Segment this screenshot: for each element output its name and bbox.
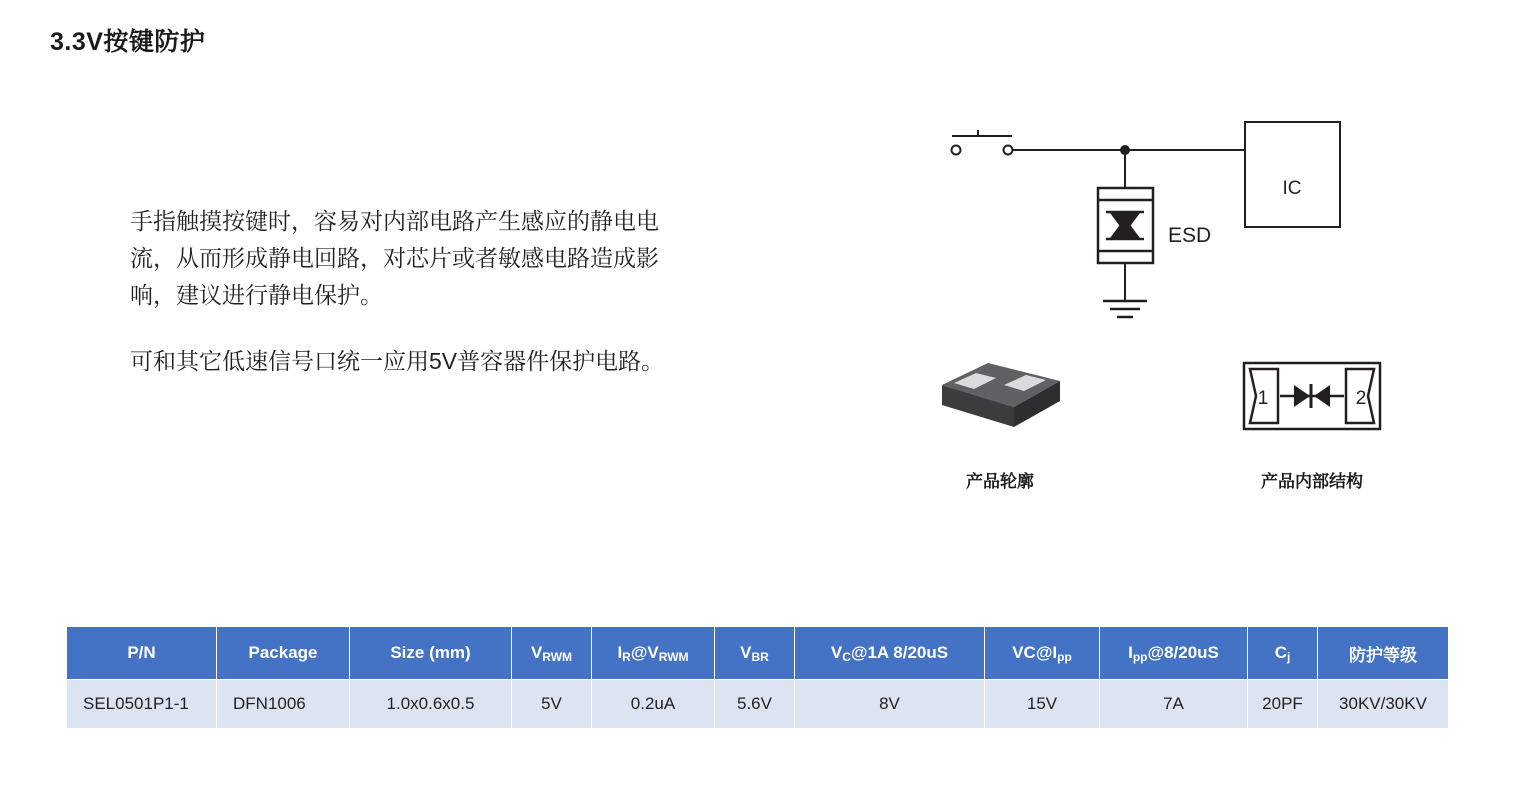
column-header-vc-ipp: $VC@I_{pp}$: [985, 627, 1100, 680]
column-header-package: Package: [217, 627, 350, 680]
column-header-pn: P/N: [67, 627, 217, 680]
column-header-esd-level: 防护等级: [1318, 627, 1449, 680]
column-header-vrwm: $V_{RWM}$: [512, 627, 592, 680]
column-header-cj: $C_j$: [1248, 627, 1318, 680]
cell-package: DFN1006: [217, 680, 350, 729]
esd-protection-schematic: [900, 100, 1440, 340]
spec-table: [66, 626, 1449, 729]
product-outline-block: [930, 355, 1070, 492]
ic-label: IC: [1282, 178, 1302, 199]
description-paragraph-2: 可和其它低速信号口统一应用5V普容器件保护电路。: [130, 348, 665, 374]
spec-table-container: [66, 626, 1427, 729]
cell-vrwm: 5V: [512, 680, 592, 729]
product-inner-caption: 产品内部结构: [1261, 472, 1363, 491]
column-header-ipp: $I_{pp}@8/20uS$: [1100, 627, 1248, 680]
ic-box: [1245, 122, 1340, 227]
description-block: [130, 203, 700, 380]
product-inner-image: [1232, 355, 1392, 440]
product-outline-image: [930, 355, 1070, 440]
cell-cj: 20PF: [1248, 680, 1318, 729]
esd-label: ESD: [1168, 224, 1212, 247]
table-row: [67, 680, 1449, 729]
column-header-vbr: $V_{BR}$: [715, 627, 795, 680]
column-header-size: Size (mm): [350, 627, 512, 680]
cell-size: 1.0x0.6x0.5: [350, 680, 512, 729]
description-paragraph-1: 手指触摸按键时，容易对内部电路产生感应的静电电流，从而形成静电回路，对芯片或者敏感电路造成影响，建议进行静电保护。: [130, 208, 659, 308]
cell-ipp: 7A: [1100, 680, 1248, 729]
switch-left-terminal: [952, 146, 961, 155]
product-inner-block: [1232, 355, 1392, 492]
cell-vc-1a: 8V: [795, 680, 985, 729]
switch-right-terminal: [1004, 146, 1013, 155]
column-header-ir-at-vrwm: $I_R@V_{RWM}$: [592, 627, 715, 680]
page-title: 3.3V按键防护: [50, 28, 206, 56]
pad-2-label: 2: [1355, 388, 1367, 409]
cell-ir: 0.2uA: [592, 680, 715, 729]
cell-vbr: 5.6V: [715, 680, 795, 729]
column-header-vc-1a: $V_C@1A$ 8/20uS: [795, 627, 985, 680]
table-header-row: [67, 627, 1449, 680]
pad-1-label: 1: [1257, 388, 1269, 409]
cell-pn: SEL0501P1-1: [67, 680, 217, 729]
cell-vc-ipp: 15V: [985, 680, 1100, 729]
cell-esd-level: 30KV/30KV: [1318, 680, 1449, 729]
product-outline-caption: 产品轮廓: [966, 472, 1034, 491]
